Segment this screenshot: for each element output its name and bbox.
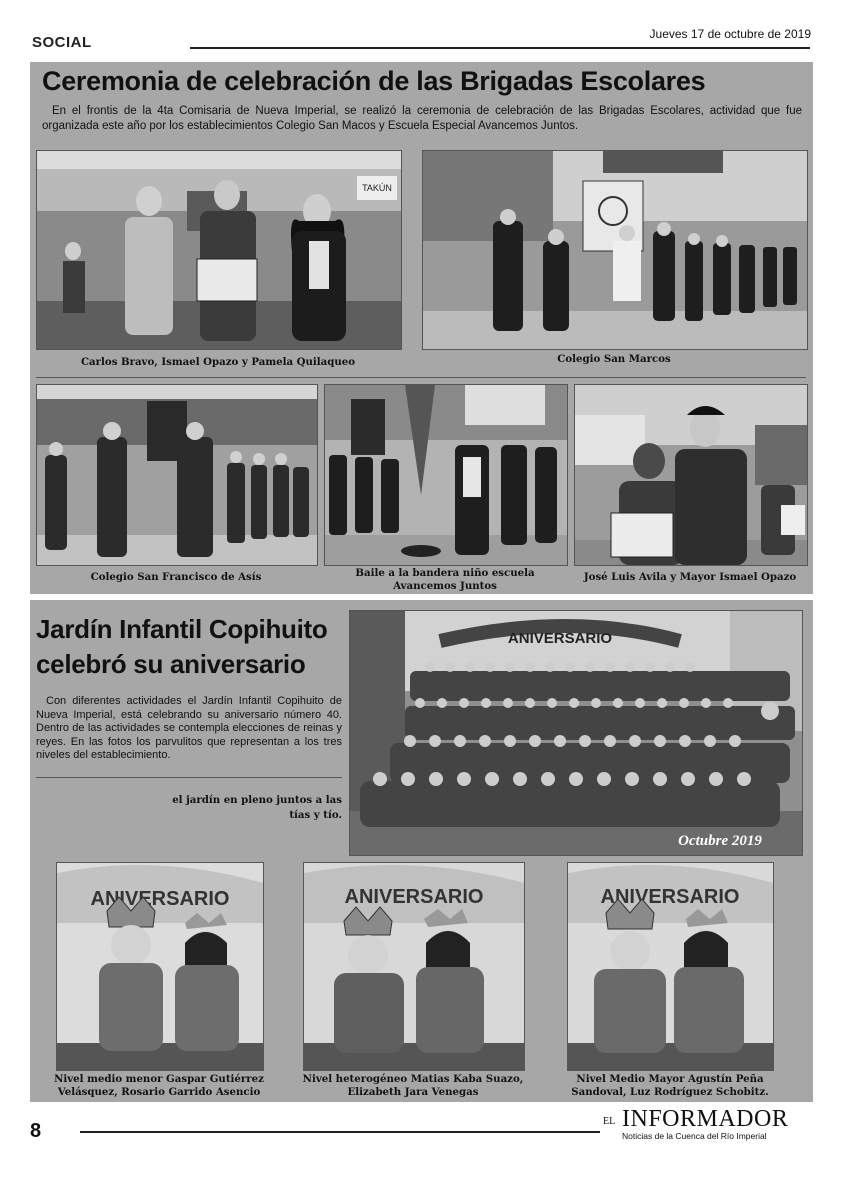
page-number: 8 <box>30 1120 42 1142</box>
photo-nivel-medio-menor <box>56 862 264 1071</box>
photo-banner-text: ANIVERSARIO <box>600 886 740 908</box>
article-jardin-title-line1: Jardín Infantil Copihuito <box>36 614 328 644</box>
caption-baile-bandera: Baile a la bandera niño escuela Avancemos Juntos <box>355 567 535 592</box>
photo-jardin-group <box>349 610 803 856</box>
issue-date: Jueves 17 de octubre de 2019 <box>649 27 811 41</box>
storefront-sign: TAKÚN <box>362 183 392 193</box>
caption-group-photo: el jardín en pleno juntos a las tías y tío. <box>172 794 342 821</box>
jardin-divider <box>36 777 342 778</box>
photo-avila-opazo <box>574 384 808 566</box>
photo-officials-diploma <box>36 150 402 350</box>
logo-tagline: Noticias de la Cuenca del Río Imperial <box>622 1131 767 1141</box>
photo-nivel-medio-mayor <box>567 862 774 1071</box>
article-brigadas-title: Ceremonia de celebración de las Brigadas Escolares <box>42 66 706 96</box>
caption-nivel-medio-mayor: Nivel Medio Mayor Agustín Peña Sandoval, Luz Rodríguez Schobitz. <box>571 1073 769 1098</box>
photo-banner-text: ANIVERSARIO <box>90 888 230 910</box>
caption-nivel-medio-menor: Nivel medio menor Gaspar Gutiérrez Velásquez, Rosario Garrido Asencio <box>54 1073 264 1098</box>
photo-colegio-san-marcos <box>422 150 808 350</box>
logo-name: INFORMADOR <box>622 1106 789 1132</box>
article-jardin-title <box>36 612 346 682</box>
photo-baile-bandera <box>324 384 568 566</box>
row-divider <box>36 377 806 378</box>
caption-officials: Carlos Bravo, Ismael Opazo y Pamela Quilaqueo <box>80 356 356 368</box>
article-brigadas-intro: En el frontis de la 4ta Comisaria de Nueva Imperial, se realizó la ceremonia de celebración de las Brigadas Escolares, actividad que fue organizada este año por los establecimientos Colegio San Macos y Escuela Especial Avancemos Juntos. <box>42 105 802 132</box>
photo-date-stamp: Octubre 2019 <box>678 833 762 849</box>
article-jardin-intro: Con diferentes actividades el Jardín Infantil Copihuito de Nueva Imperial, está celebrando su aniversario número 40. Dentro de las actividades se contempla elecciones de reinas y reyes. En las fotos los parvulitos que representan a los tres niveles del establecimiento. <box>36 695 342 761</box>
photo-banner-text: ANIVERSARIO <box>344 886 484 908</box>
footer-rule <box>80 1131 600 1133</box>
logo-prefix: EL <box>603 1116 616 1127</box>
caption-nivel-heterogeneo: Nivel heterogéneo Matias Kaba Suazo, Elizabeth Jara Venegas <box>302 1073 524 1098</box>
caption-avila-opazo: José Luis Avila y Mayor Ismael Opazo <box>583 571 797 583</box>
header-rule <box>190 47 810 49</box>
article-jardin-title-line2: celebró su aniversario <box>36 649 306 679</box>
section-label: SOCIAL <box>32 34 92 51</box>
photo-nivel-heterogeneo <box>303 862 525 1071</box>
caption-san-francisco: Colegio San Francisco de Asís <box>90 571 262 583</box>
group-banner-text: ANIVERSARIO <box>507 630 613 647</box>
photo-colegio-san-francisco <box>36 384 318 566</box>
caption-san-marcos: Colegio San Marcos <box>557 353 671 365</box>
